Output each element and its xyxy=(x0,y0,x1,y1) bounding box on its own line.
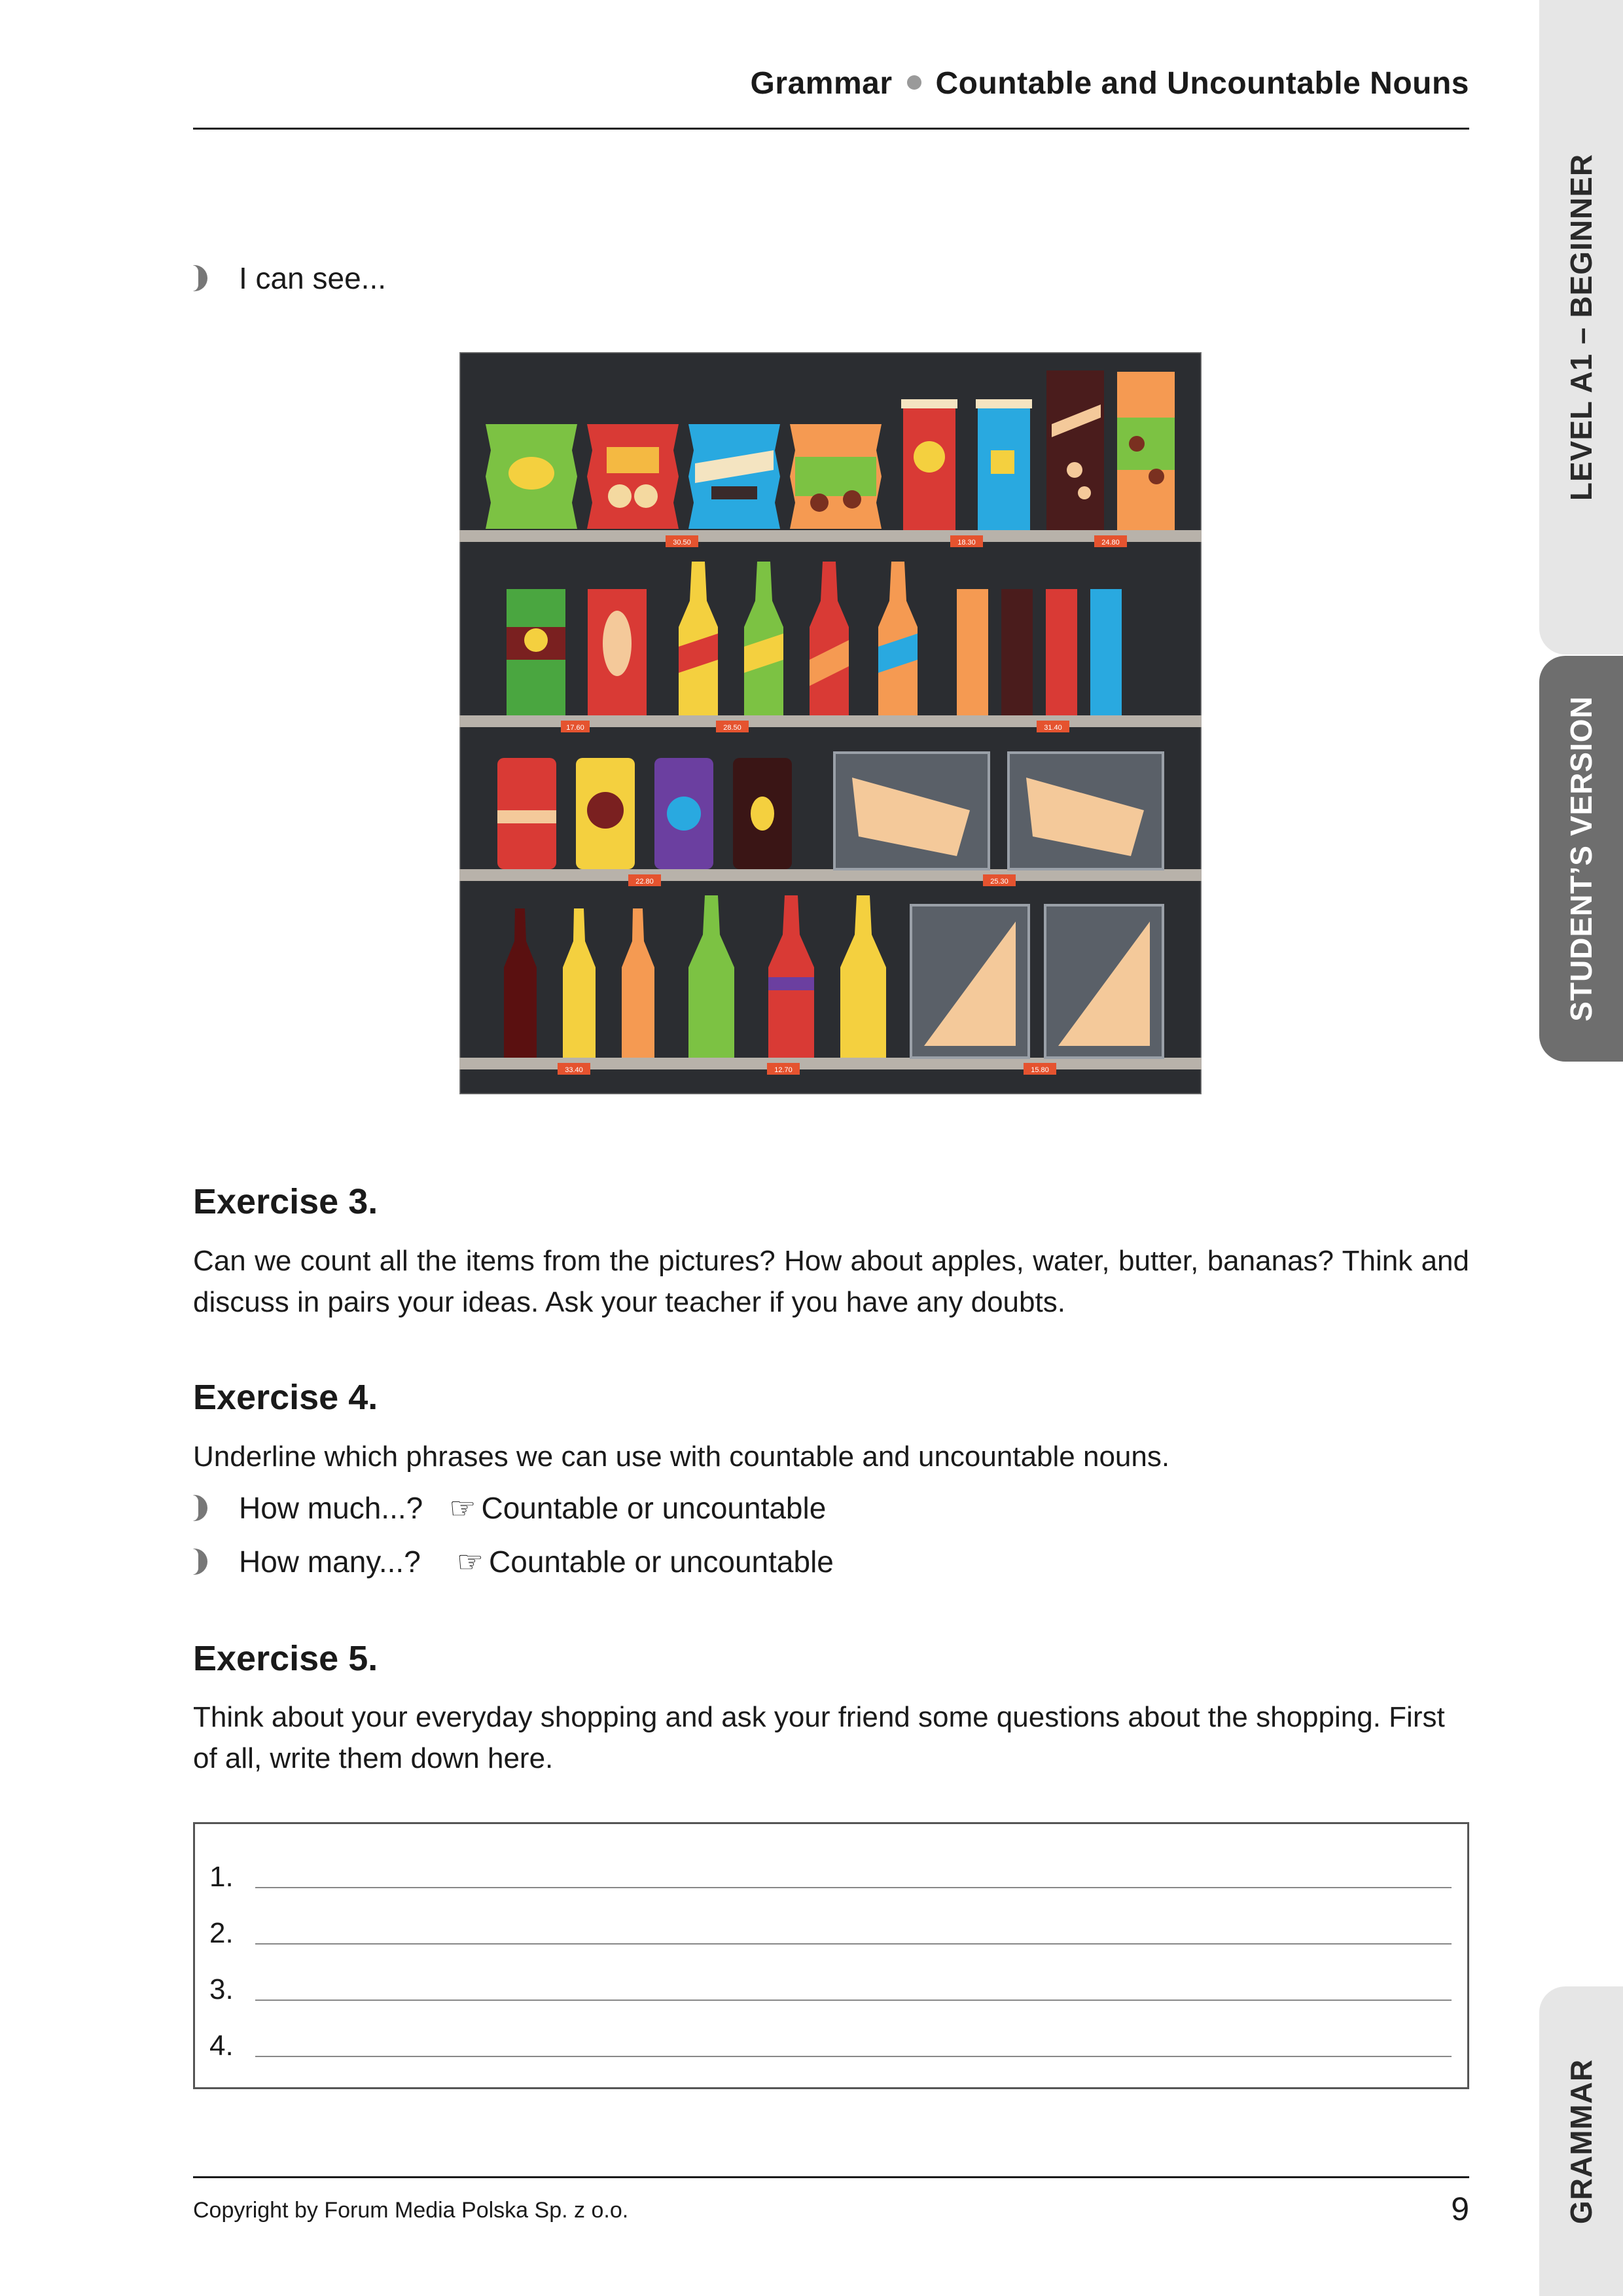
exercise4-text: Underline which phrases we can use with countable and uncountable nouns. xyxy=(193,1441,1170,1473)
answer-box xyxy=(193,1822,1469,2089)
price-tag xyxy=(950,535,983,547)
svg-text:12.70: 12.70 xyxy=(774,1066,793,1074)
side-tab-grammar xyxy=(1539,1986,1623,2296)
exercise4-hint xyxy=(449,1490,826,1526)
vending-shelf-illustration xyxy=(459,352,1202,1094)
page-number: 9 xyxy=(1451,2191,1469,2227)
candy-box-red xyxy=(588,589,647,715)
answer-line-rule xyxy=(255,2000,1452,2001)
sandwich-pack xyxy=(1008,753,1163,869)
header-title xyxy=(751,65,1469,101)
candy-bar-dark xyxy=(1046,370,1104,530)
answer-line-rule xyxy=(255,2056,1452,2057)
candy-bar-orange xyxy=(1117,372,1175,530)
exercise5-title: Exercise 5. xyxy=(193,1639,378,1678)
copyright-text: Copyright by Forum Media Polska Sp. z o.o. xyxy=(193,2198,629,2223)
exercise5-text: Think about your everyday shopping and ask your friend some questions about the shopping. First of all, write them down here. xyxy=(193,1701,1445,1774)
chips-bag-green xyxy=(486,424,577,529)
svg-text:22.80: 22.80 xyxy=(635,878,654,886)
intro-bullet-text: I can see... xyxy=(239,261,387,295)
soda-can-yellow xyxy=(576,758,635,869)
sandwich-pack xyxy=(834,753,989,869)
page-footer xyxy=(193,2176,1469,2227)
pointing-hand-icon: ☞ xyxy=(456,1545,484,1579)
exercise4-item xyxy=(193,1490,826,1526)
svg-text:31.40: 31.40 xyxy=(1044,724,1062,732)
chips-can-blue xyxy=(976,399,1032,530)
soda-can-dark xyxy=(733,758,792,869)
exercise4-hint-text: Countable or uncountable xyxy=(489,1545,834,1579)
svg-text:33.40: 33.40 xyxy=(565,1066,583,1074)
svg-text:30.50: 30.50 xyxy=(673,539,691,547)
exercise3-text: Can we count all the items from the pictures? How about apples, water, butter, bananas? Think and discuss in pairs your ideas. Ask your teacher if you have any doubts. xyxy=(193,1245,1469,1318)
svg-text:28.50: 28.50 xyxy=(723,724,741,732)
pointing-hand-icon: ☞ xyxy=(449,1491,476,1525)
svg-text:17.60: 17.60 xyxy=(566,724,584,732)
answer-line-rule xyxy=(255,1887,1452,1888)
side-tab-student-version-label: STUDENT’S VERSION xyxy=(1564,696,1598,1022)
answer-line-number: 4. xyxy=(209,2030,234,2062)
answer-line[interactable] xyxy=(209,1967,1452,2006)
answer-line-rule xyxy=(255,1943,1452,1945)
exercise4-hint xyxy=(457,1544,834,1579)
svg-text:25.30: 25.30 xyxy=(990,878,1008,886)
chips-bag-orange xyxy=(790,424,882,529)
exercise3-title: Exercise 3. xyxy=(193,1182,378,1221)
side-tab-level xyxy=(1539,0,1623,655)
price-tag xyxy=(561,721,590,732)
price-tag xyxy=(666,535,698,547)
answer-line-number: 2. xyxy=(209,1917,234,1949)
price-tag xyxy=(767,1063,800,1075)
exercise4-item xyxy=(193,1544,834,1579)
intro-bullet xyxy=(193,260,386,296)
price-tag xyxy=(1024,1063,1056,1075)
svg-text:18.30: 18.30 xyxy=(957,539,976,547)
candy-box-green xyxy=(507,589,565,715)
price-tag xyxy=(1037,721,1069,732)
answer-line-number: 3. xyxy=(209,1973,234,2005)
price-tag xyxy=(1094,535,1127,547)
exercise4-hint-text: Countable or uncountable xyxy=(481,1491,827,1525)
chips-bag-red xyxy=(587,424,679,529)
answer-line[interactable] xyxy=(209,1910,1452,1950)
chips-bag-blue xyxy=(688,424,780,529)
exercise4-title: Exercise 4. xyxy=(193,1378,378,1417)
side-tab-student-version xyxy=(1539,656,1623,1062)
chips-can-red xyxy=(901,399,957,530)
bullet-icon xyxy=(193,1549,207,1575)
answer-line[interactable] xyxy=(209,1854,1452,1893)
exercise4-phrase: How much...? xyxy=(239,1491,423,1525)
separator-dot-icon xyxy=(907,75,921,90)
exercise4-phrase: How many...? xyxy=(239,1545,421,1579)
svg-text:15.80: 15.80 xyxy=(1031,1066,1049,1074)
page-header xyxy=(193,65,1469,130)
side-tab-level-label: LEVEL A1 – BEGINNER xyxy=(1564,153,1598,501)
soda-can-purple xyxy=(654,758,713,869)
sandwich-pack xyxy=(911,905,1029,1058)
header-topic: Countable and Uncountable Nouns xyxy=(935,66,1469,101)
price-tag xyxy=(983,874,1016,886)
answer-line-number: 1. xyxy=(209,1861,234,1893)
svg-text:24.80: 24.80 xyxy=(1101,539,1120,547)
side-tab-grammar-label: GRAMMAR xyxy=(1564,2058,1598,2224)
bullet-icon xyxy=(193,1495,207,1521)
bullet-icon xyxy=(193,265,207,291)
price-tag xyxy=(716,721,749,732)
price-tag xyxy=(558,1063,590,1075)
answer-line[interactable] xyxy=(209,2023,1452,2062)
soda-can-red xyxy=(497,758,556,869)
price-tag xyxy=(628,874,661,886)
header-section: Grammar xyxy=(750,66,893,101)
sandwich-pack xyxy=(1045,905,1163,1058)
